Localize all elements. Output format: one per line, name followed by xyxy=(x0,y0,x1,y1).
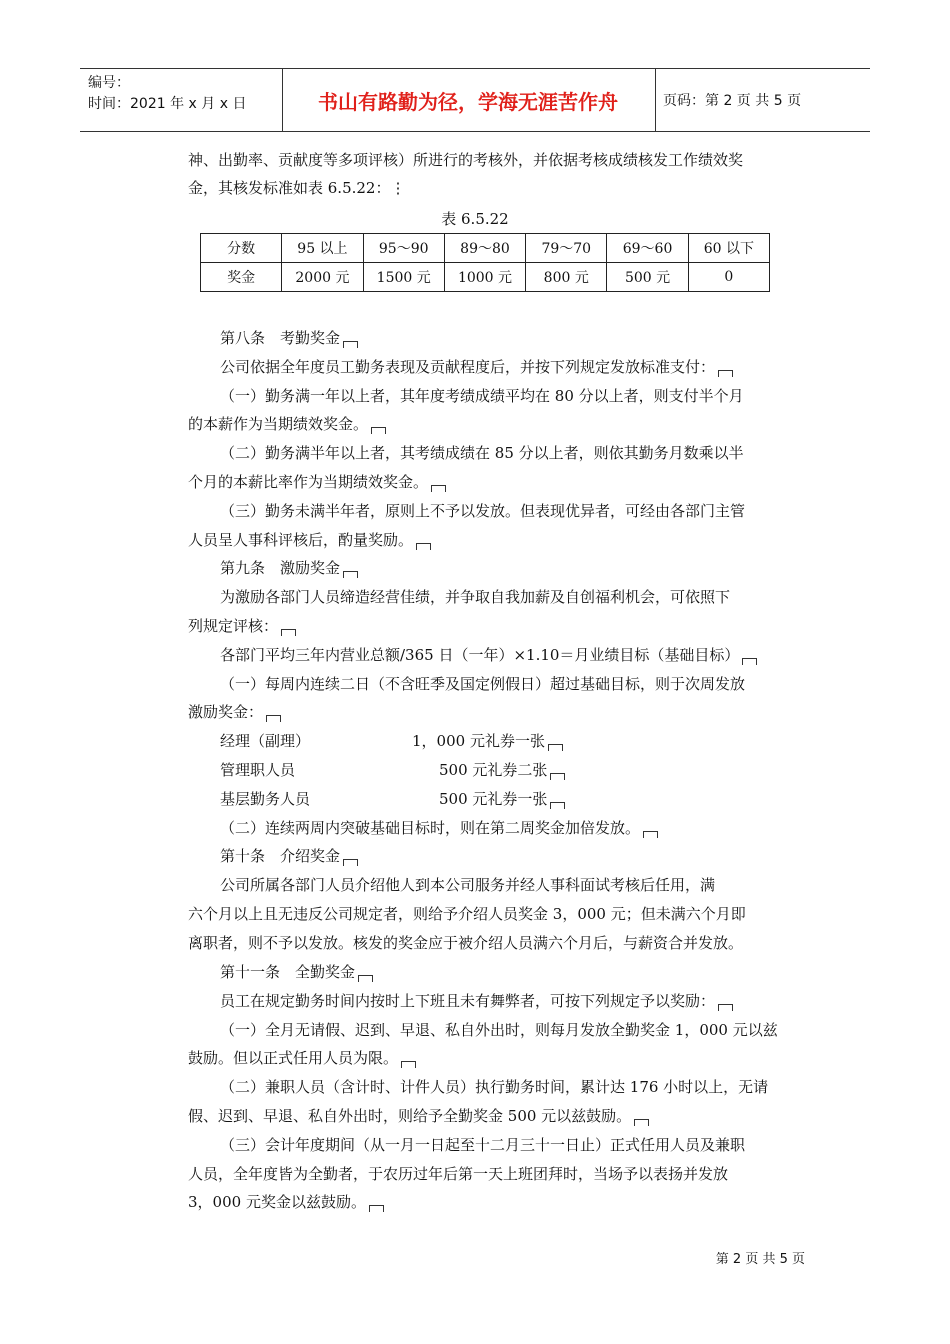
article-title: 第九条 激励奖金 xyxy=(220,558,358,578)
paragraph-mark-icon xyxy=(550,773,565,780)
paragraph-mark-icon xyxy=(266,715,281,722)
paragraph-mark-icon xyxy=(643,831,658,838)
number-label: 编号： xyxy=(88,75,130,91)
table-cell: 95 以上 xyxy=(282,234,363,263)
paragraph-line: 列规定评核： xyxy=(188,616,296,636)
paragraph-mark-icon xyxy=(742,658,757,665)
header-motto: 书山有路勤为径，学海无涯苦作舟 xyxy=(318,89,618,114)
table-cell: 0 xyxy=(688,263,769,292)
paragraph-line: 人员呈人事科评核后，酌量奖励。 xyxy=(188,530,431,550)
paragraph-line: （三）会计年度期间（从一月一日起至十二月三十一日止）正式任用人员及兼职 xyxy=(220,1136,746,1154)
table-cell: 2000 元 xyxy=(282,263,363,292)
paragraph-line: （三）勤务未满半年者，原则上不予以发放。但表现优异者，可经由各部门主管 xyxy=(220,502,746,520)
article-title: 第十条 介绍奖金 xyxy=(220,846,358,866)
paragraph-mark-icon xyxy=(718,370,733,377)
table-cell: 800 元 xyxy=(526,263,607,292)
paragraph-line: 人员，全年度皆为全勤者，于农历过年后第一天上班团拜时，当场予以表扬并发放 xyxy=(188,1165,729,1183)
table-cell: 89～80 xyxy=(444,234,525,263)
award-value: 500 元礼券一张 xyxy=(439,789,565,809)
table-cell: 95～90 xyxy=(363,234,444,263)
award-role: 基层勤务人员 xyxy=(220,790,311,808)
header-meta xyxy=(88,73,246,115)
paragraph-line: （一）每周内连续二日（不含旺季及国定例假日）超过基础目标，则于次周发放 xyxy=(220,675,746,693)
paragraph-line: （二）勤务满半年以上者，其考绩成绩在 85 分以上者，则依其勤务月数乘以半 xyxy=(220,444,744,462)
paragraph-mark-icon xyxy=(548,744,563,751)
paragraph-line: 鼓励。但以正式任用人员为限。 xyxy=(188,1048,416,1068)
paragraph-line: 个月的本薪比率作为当期绩效奖金。 xyxy=(188,472,446,492)
article-title: 第十一条 全勤奖金 xyxy=(220,962,373,982)
paragraph-line: （二）兼职人员（含计时、计件人员）执行勤务时间，累计达 176 小时以上，无请 xyxy=(220,1078,769,1096)
formula-line: 各部门平均三年内营业总额/365 日（一年）×1.10＝月业绩目标（基础目标） xyxy=(220,645,757,665)
award-value: 1，000 元礼券一张 xyxy=(412,731,563,751)
page-header xyxy=(80,68,870,132)
table-cell: 79～70 xyxy=(526,234,607,263)
article-title: 第八条 考勤奖金 xyxy=(220,328,358,348)
table-cell: 分数 xyxy=(201,234,282,263)
page-footer: 第 2 页 共 5 页 xyxy=(715,1252,805,1267)
header-page-number: 页码：第 2 页 共 5 页 xyxy=(663,93,802,109)
paragraph-line: 公司依据全年度员工勤务表现及贡献程度后，并按下列规定发放标准支付： xyxy=(220,357,733,377)
paragraph-mark-icon xyxy=(281,629,296,636)
table-cell: 奖金 xyxy=(201,263,282,292)
table-cell: 60 以下 xyxy=(688,234,769,263)
paragraph-mark-icon xyxy=(343,571,358,578)
paragraph-mark-icon xyxy=(634,1119,649,1126)
time-label: 时间：2021 年 x 月 x 日 xyxy=(88,96,247,112)
paragraph-line: 公司所属各部门人员介绍他人到本公司服务并经人事科面试考核后任用，满 xyxy=(220,876,716,894)
paragraph-mark-icon xyxy=(550,802,565,809)
paragraph-line: 假、迟到、早退、私自外出时，则给予全勤奖金 500 元以兹鼓励。 xyxy=(188,1106,649,1126)
paragraph-mark-icon xyxy=(343,859,358,866)
bonus-table xyxy=(200,233,770,292)
paragraph-mark-icon xyxy=(343,341,358,348)
paragraph-mark-icon xyxy=(431,485,446,492)
paragraph-line: 3，000 元奖金以兹鼓励。 xyxy=(188,1192,384,1212)
paragraph-line: 为激励各部门人员缔造经营佳绩，并争取自我加薪及自创福利机会，可依照下 xyxy=(220,588,731,606)
paragraph-mark-icon xyxy=(358,975,373,982)
table-cell: 1000 元 xyxy=(444,263,525,292)
paragraph-line: （二）连续两周内突破基础目标时，则在第二周奖金加倍发放。 xyxy=(220,818,658,838)
paragraph-mark-icon xyxy=(718,1004,733,1011)
paragraph-line: 六个月以上且无违反公司规定者，则给予介绍人员奖金 3，000 元；但未满六个月即 xyxy=(188,905,746,923)
intro-line: 神、出勤率、贡献度等多项评核）所进行的考核外，并依据考核成绩核发工作绩效奖 xyxy=(188,151,744,169)
paragraph-line: 的本薪作为当期绩效奖金。 xyxy=(188,414,386,434)
paragraph-mark-icon xyxy=(416,543,431,550)
table-cell: 500 元 xyxy=(607,263,688,292)
award-role: 管理职人员 xyxy=(220,761,296,779)
table-caption: 表 6.5.22 xyxy=(441,210,509,228)
paragraph-mark-icon xyxy=(371,427,386,434)
paragraph-mark-icon xyxy=(401,1061,416,1068)
paragraph-line: 激励奖金： xyxy=(188,702,281,722)
paragraph-line: 离职者，则不予以发放。核发的奖金应于被介绍人员满六个月后，与薪资合并发放。 xyxy=(188,934,744,952)
award-role: 经理（副理） xyxy=(220,732,311,750)
award-value: 500 元礼券二张 xyxy=(439,760,565,780)
table-cell: 1500 元 xyxy=(363,263,444,292)
intro-line: 金，其核发标准如表 6.5.22：⋮ xyxy=(188,179,406,197)
paragraph-mark-icon xyxy=(369,1205,384,1212)
table-cell: 69～60 xyxy=(607,234,688,263)
paragraph-line: （一）勤务满一年以上者，其年度考绩成绩平均在 80 分以上者，则支付半个月 xyxy=(220,387,744,405)
paragraph-line: 员工在规定勤务时间内按时上下班且未有舞弊者，可按下列规定予以奖励： xyxy=(220,991,733,1011)
table-row xyxy=(201,234,770,263)
paragraph-line: （一）全月无请假、迟到、早退、私自外出时，则每月发放全勤奖金 1，000 元以兹 xyxy=(220,1021,778,1039)
table-row xyxy=(201,263,770,292)
